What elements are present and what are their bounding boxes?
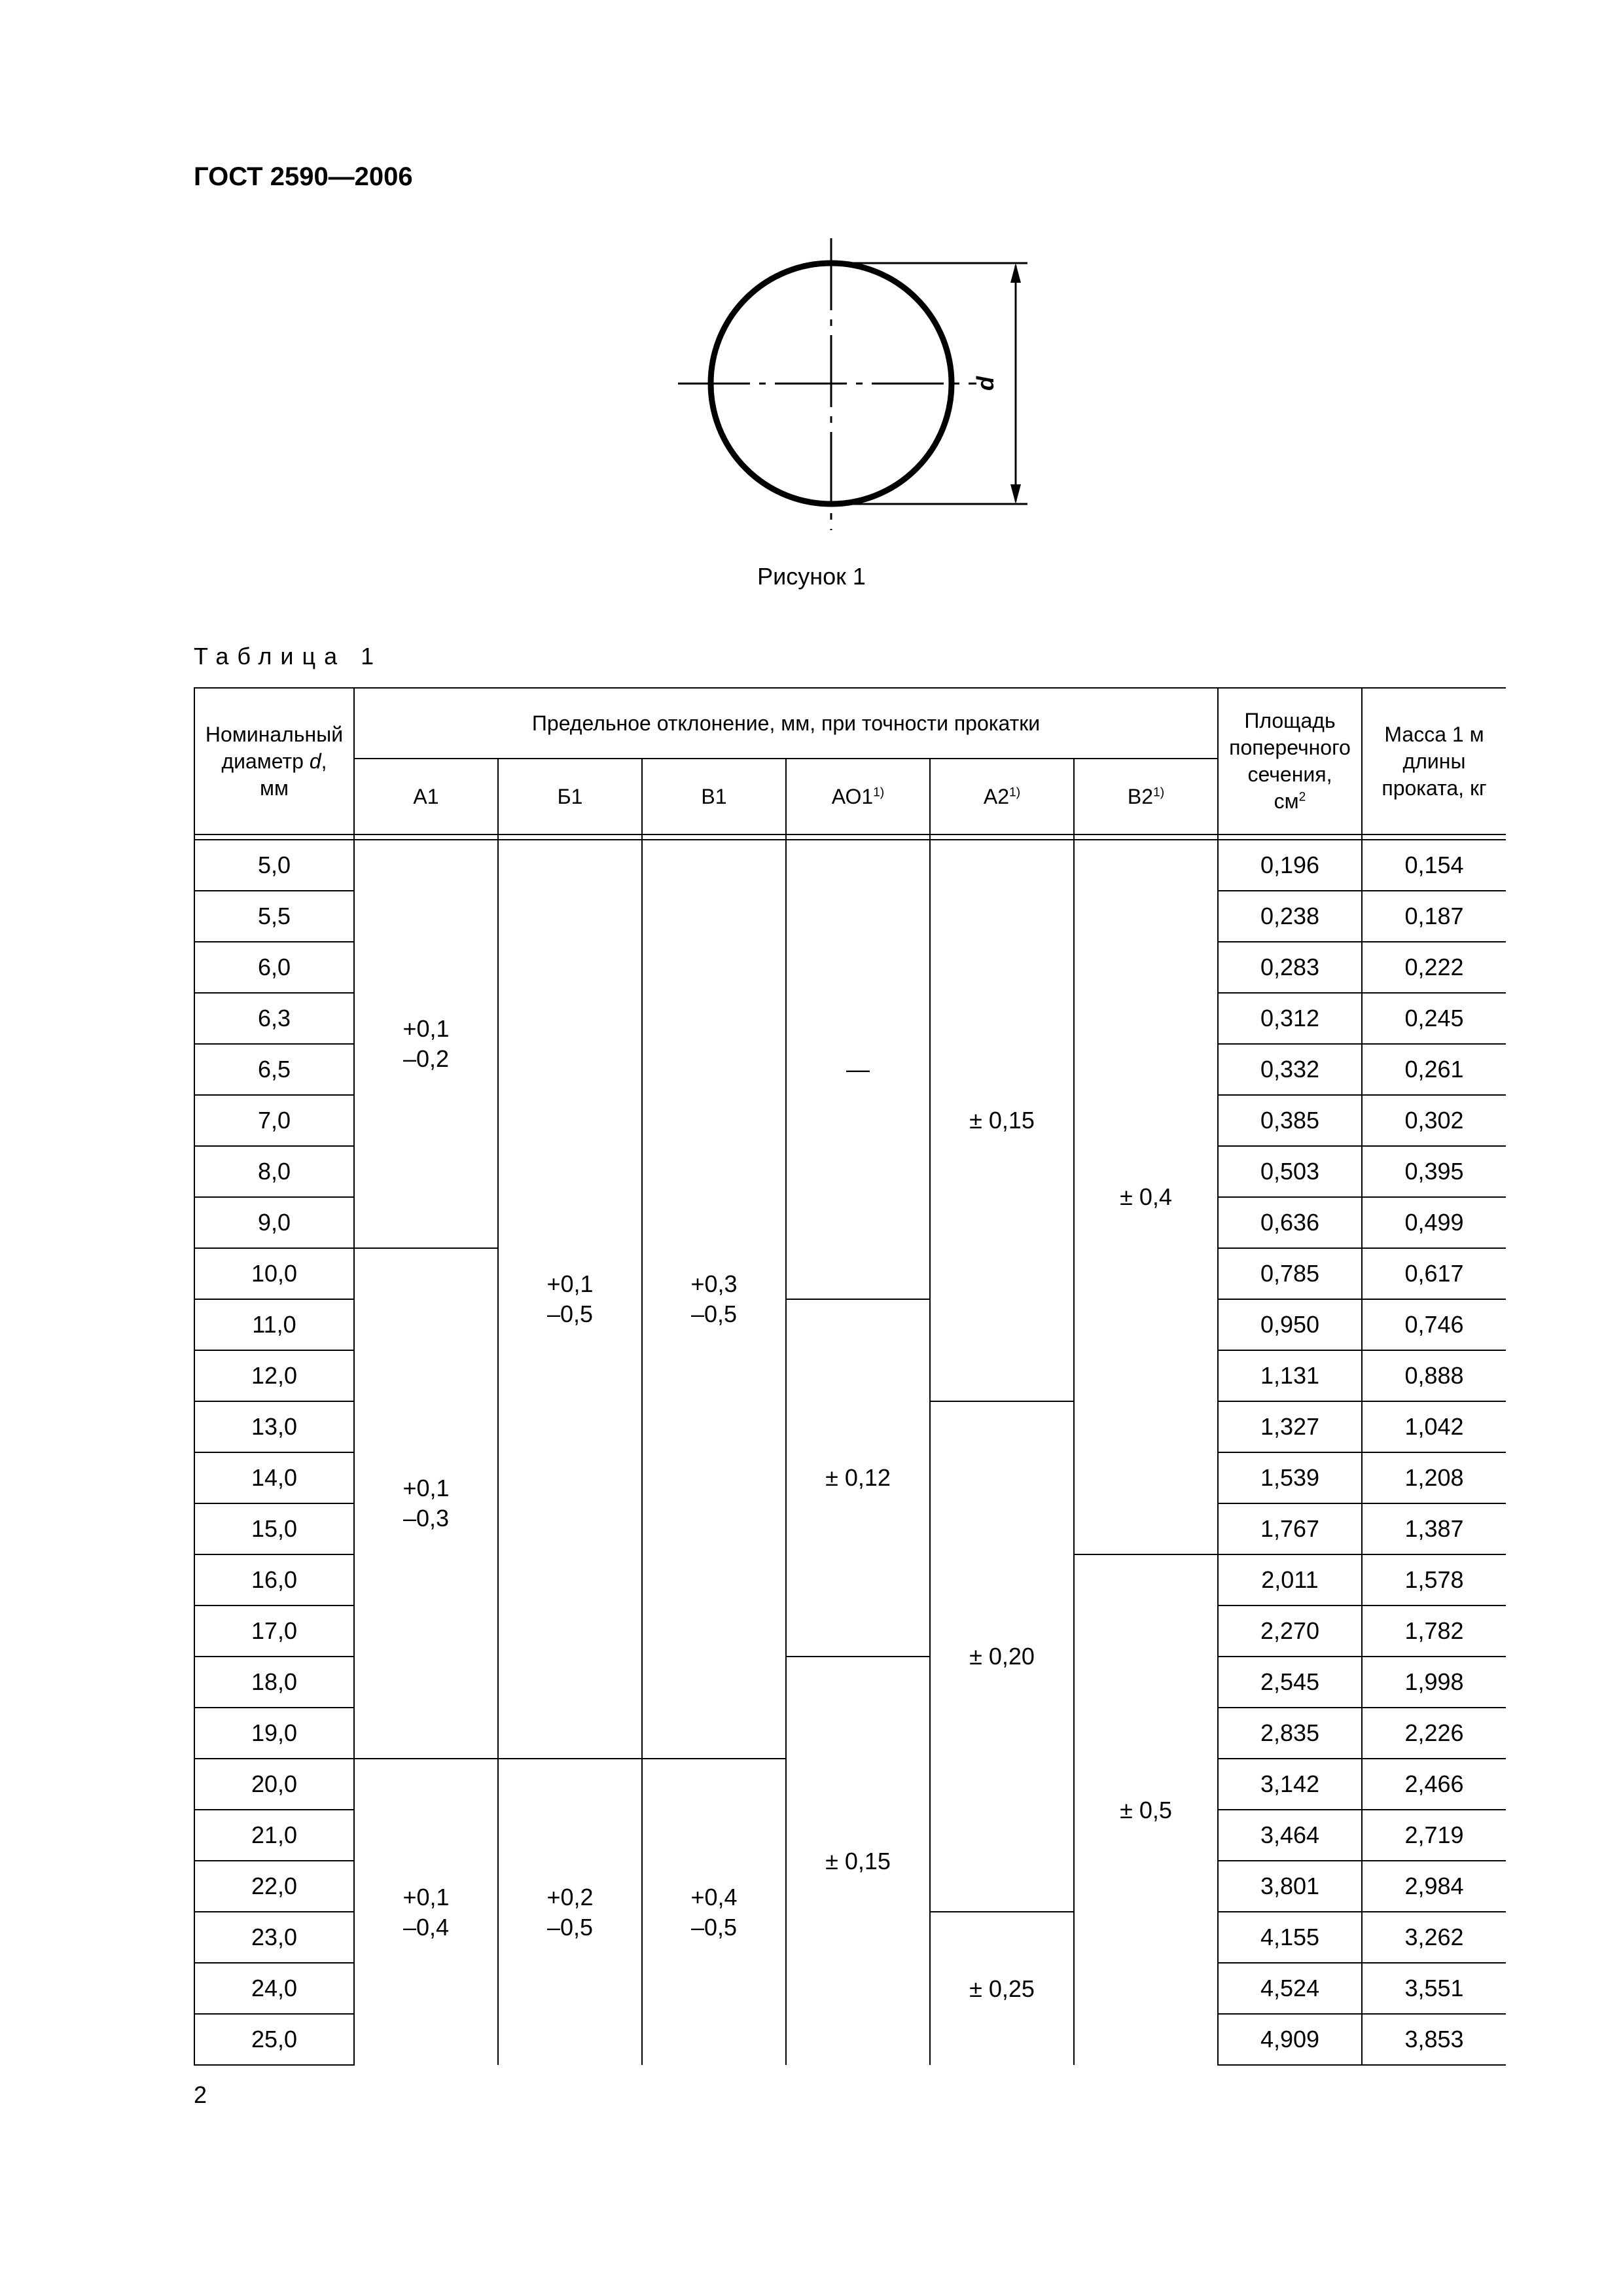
cell-mass: 0,395	[1362, 1146, 1506, 1197]
cell-nominal-diameter: 9,0	[194, 1197, 354, 1248]
cell-mass: 3,853	[1362, 2014, 1506, 2065]
tolerance-value-line: ± 0,20	[969, 1643, 1035, 1670]
tolerance-value-line: –0,4	[402, 1913, 450, 1941]
tolerance-value-line: ± 0,25	[969, 1975, 1035, 2002]
cell-nominal-diameter: 16,0	[194, 1554, 354, 1605]
header-class-v2: В2$^{1)}$	[1074, 759, 1218, 834]
table-body	[194, 834, 1506, 2065]
cell-tolerance-a1	[354, 1759, 498, 2065]
tolerance-value-line: –0,3	[402, 1505, 450, 1532]
cell-area: 4,909	[1218, 2014, 1362, 2065]
tolerance-value-line: +0,1	[546, 1270, 594, 1297]
header-mass: Масса 1 м длины проката, кг	[1362, 688, 1506, 834]
tolerance-value-line: ± 0,12	[825, 1464, 891, 1491]
cell-mass: 1,042	[1362, 1401, 1506, 1452]
cell-area: 0,385	[1218, 1095, 1362, 1146]
cell-tolerance-ao1	[786, 1657, 930, 2065]
cell-mass: 3,262	[1362, 1912, 1506, 1963]
cell-nominal-diameter: 6,0	[194, 942, 354, 993]
cell-tolerance-v2	[1074, 840, 1218, 1554]
cell-area: 2,011	[1218, 1554, 1362, 1605]
cell-nominal-diameter: 20,0	[194, 1759, 354, 1810]
cell-nominal-diameter: 14,0	[194, 1452, 354, 1503]
dimension-arrow-bottom	[1010, 484, 1021, 504]
cell-area: 0,785	[1218, 1248, 1362, 1299]
tolerance-value-line: ± 0,15	[825, 1847, 891, 1874]
data-table	[194, 687, 1506, 2066]
cell-mass: 0,746	[1362, 1299, 1506, 1350]
cell-mass: 1,578	[1362, 1554, 1506, 1605]
cell-area: 0,196	[1218, 840, 1362, 891]
header-tolerance-group: Предельное отклонение, мм, при точности прокатки	[354, 688, 1218, 759]
cell-nominal-diameter: 12,0	[194, 1350, 354, 1401]
cell-area: 0,332	[1218, 1044, 1362, 1095]
cell-tolerance-ao1	[786, 840, 930, 1299]
cell-tolerance-ao1	[786, 1299, 930, 1657]
dimension-arrow-top	[1010, 263, 1021, 283]
dimension-label: d	[972, 376, 999, 391]
cell-mass: 0,222	[1362, 942, 1506, 993]
tolerance-value-line: ± 0,15	[969, 1107, 1035, 1134]
cell-mass: 0,261	[1362, 1044, 1506, 1095]
tolerance-value-line: ± 0,4	[1120, 1183, 1172, 1210]
tolerance-value-line: +0,2	[546, 1883, 594, 1910]
tolerance-value-line: +0,1	[402, 1015, 450, 1042]
cell-mass: 2,466	[1362, 1759, 1506, 1810]
tolerance-value-line: –0,2	[402, 1045, 450, 1072]
header-class-a1: А1	[354, 759, 498, 834]
cell-area: 2,545	[1218, 1657, 1362, 1708]
header-class-a2: А2$^{1)}$	[930, 759, 1074, 834]
cell-area: 1,767	[1218, 1503, 1362, 1554]
figure-1	[0, 223, 1623, 537]
header-nominal-diameter: Номинальный диаметр d, мм	[194, 688, 354, 834]
cell-mass: 0,617	[1362, 1248, 1506, 1299]
cell-tolerance-v1	[642, 1759, 786, 2065]
cell-nominal-diameter: 7,0	[194, 1095, 354, 1146]
cell-mass: 0,245	[1362, 993, 1506, 1044]
header-class-ao1: АО1$^{1)}$	[786, 759, 930, 834]
cell-mass: 0,499	[1362, 1197, 1506, 1248]
cell-tolerance-a2	[930, 1401, 1074, 1912]
cell-mass: 0,187	[1362, 891, 1506, 942]
cell-nominal-diameter: 11,0	[194, 1299, 354, 1350]
cell-nominal-diameter: 5,0	[194, 840, 354, 891]
cell-area: 0,950	[1218, 1299, 1362, 1350]
cell-area: 1,327	[1218, 1401, 1362, 1452]
cell-tolerance-a1	[354, 1248, 498, 1759]
tolerance-value-line: ± 0,5	[1120, 1796, 1172, 1823]
round-bar-cross-section-drawing	[654, 223, 1060, 537]
cell-area: 0,283	[1218, 942, 1362, 993]
cell-mass: 1,387	[1362, 1503, 1506, 1554]
cell-tolerance-b1	[498, 840, 642, 1759]
cell-nominal-diameter: 19,0	[194, 1708, 354, 1759]
cell-nominal-diameter: 24,0	[194, 1963, 354, 2014]
cell-tolerance-a2	[930, 840, 1074, 1401]
cell-tolerance-b1	[498, 1759, 642, 2065]
tolerance-value-line: +0,1	[402, 1475, 450, 1501]
tolerance-value-line: –0,5	[690, 1913, 738, 1941]
cell-area: 0,503	[1218, 1146, 1362, 1197]
table-row	[194, 840, 1506, 891]
tolerance-value-line: –0,5	[690, 1300, 738, 1327]
cell-area: 4,524	[1218, 1963, 1362, 2014]
table-label: Таблица 1	[194, 643, 383, 670]
page-number: 2	[194, 2081, 207, 2108]
cell-mass: 2,719	[1362, 1810, 1506, 1861]
cell-tolerance-a2	[930, 1912, 1074, 2065]
header-area: Площадь поперечного сечения, $см^2$	[1218, 688, 1362, 834]
cell-nominal-diameter: 21,0	[194, 1810, 354, 1861]
cell-nominal-diameter: 10,0	[194, 1248, 354, 1299]
cell-tolerance-v1	[642, 840, 786, 1759]
cell-area: 3,142	[1218, 1759, 1362, 1810]
header-class-v1: В1	[642, 759, 786, 834]
tolerance-value-line: —	[846, 1056, 870, 1083]
cell-mass: 2,984	[1362, 1861, 1506, 1912]
header-separator-row	[194, 834, 1506, 840]
cell-area: 2,835	[1218, 1708, 1362, 1759]
cell-tolerance-a1	[354, 840, 498, 1248]
cell-area: 1,131	[1218, 1350, 1362, 1401]
cell-area: 1,539	[1218, 1452, 1362, 1503]
cell-area: 0,312	[1218, 993, 1362, 1044]
cell-mass: 0,302	[1362, 1095, 1506, 1146]
cell-area: 2,270	[1218, 1605, 1362, 1657]
tolerance-value-line: +0,4	[690, 1883, 738, 1910]
tolerance-value-line: +0,3	[690, 1270, 738, 1297]
cell-mass: 1,208	[1362, 1452, 1506, 1503]
page-header: ГОСТ 2590—2006	[194, 162, 413, 191]
figure-caption: Рисунок 1	[757, 563, 866, 590]
cell-nominal-diameter: 23,0	[194, 1912, 354, 1963]
cell-nominal-diameter: 17,0	[194, 1605, 354, 1657]
tolerance-value-line: –0,5	[546, 1300, 594, 1327]
cell-tolerance-v2	[1074, 1554, 1218, 2065]
cell-mass: 1,782	[1362, 1605, 1506, 1657]
cell-mass: 2,226	[1362, 1708, 1506, 1759]
cell-nominal-diameter: 8,0	[194, 1146, 354, 1197]
cell-mass: 3,551	[1362, 1963, 1506, 2014]
cell-nominal-diameter: 22,0	[194, 1861, 354, 1912]
cell-area: 3,464	[1218, 1810, 1362, 1861]
cell-mass: 0,154	[1362, 840, 1506, 891]
header-class-b1: Б1	[498, 759, 642, 834]
cell-area: 0,238	[1218, 891, 1362, 942]
cell-area: 4,155	[1218, 1912, 1362, 1963]
tolerance-value-line: +0,1	[402, 1883, 450, 1910]
cell-nominal-diameter: 6,5	[194, 1044, 354, 1095]
cell-nominal-diameter: 18,0	[194, 1657, 354, 1708]
cell-mass: 1,998	[1362, 1657, 1506, 1708]
cell-nominal-diameter: 5,5	[194, 891, 354, 942]
tolerance-value-line: –0,5	[546, 1913, 594, 1941]
cell-nominal-diameter: 15,0	[194, 1503, 354, 1554]
cell-nominal-diameter: 13,0	[194, 1401, 354, 1452]
cell-area: 3,801	[1218, 1861, 1362, 1912]
cell-nominal-diameter: 25,0	[194, 2014, 354, 2065]
cell-area: 0,636	[1218, 1197, 1362, 1248]
cell-nominal-diameter: 6,3	[194, 993, 354, 1044]
cell-mass: 0,888	[1362, 1350, 1506, 1401]
